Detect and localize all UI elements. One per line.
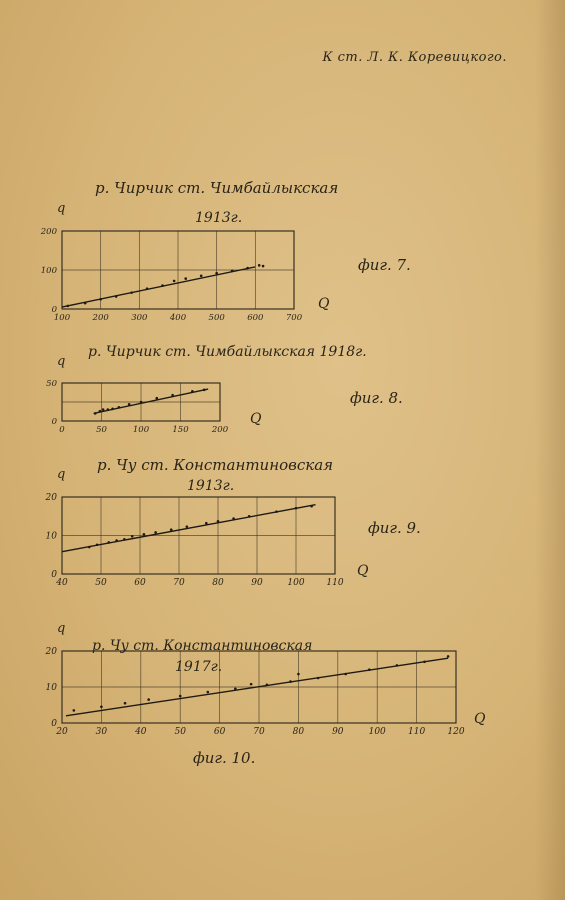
chart4-data-point — [100, 706, 103, 709]
chart2-data-point — [118, 406, 121, 409]
chart1-data-point — [161, 284, 164, 287]
chart3-ytick-label: 10 — [45, 531, 57, 542]
chart4-xtick-label: 110 — [408, 727, 426, 737]
chart2-fit-line — [94, 389, 209, 413]
chart2-data-point — [94, 412, 97, 415]
chart2-data-point — [171, 394, 174, 397]
chart1-data-point — [99, 298, 102, 301]
chart3-data-point — [123, 538, 126, 541]
chart1-data-point — [215, 272, 218, 275]
chart4-xtick-label: 30 — [95, 727, 108, 737]
chart2-data-point — [191, 390, 194, 393]
chart2-ytick-label: 0 — [51, 417, 57, 427]
chart3-data-point — [217, 520, 220, 523]
chart2-ytick-label: 50 — [46, 379, 57, 389]
chart3-data-point — [275, 510, 278, 513]
chart3-data-point — [131, 535, 134, 538]
chart1-data-point — [262, 265, 265, 268]
chart3-ytick-label: 20 — [45, 493, 57, 503]
chart4-xtick-label: 50 — [174, 727, 186, 737]
chart4-data-point — [234, 688, 237, 691]
chart2-data-point — [128, 403, 131, 406]
chart1-fig-label: фиг. 7. — [358, 256, 411, 274]
chart3-data-point — [108, 541, 111, 544]
chart2-xtick-label: 200 — [211, 425, 229, 435]
chart4-data-point — [250, 683, 253, 686]
chart4-data-point — [179, 695, 182, 698]
chart4-data-point — [396, 664, 399, 667]
chart1-subtitle: 1913г. — [195, 210, 243, 226]
chart1-xtick-label: 600 — [247, 313, 264, 323]
chart2-data-point — [203, 389, 206, 392]
chart1-xlabel: Q — [318, 296, 330, 312]
chart3-data-point — [205, 522, 208, 525]
chart1-ytick-label: 100 — [40, 266, 57, 276]
chart2-xtick-label: 150 — [172, 425, 189, 435]
chart1-data-point — [246, 267, 249, 270]
chart2-xlabel: Q — [250, 411, 262, 427]
chart1-data-point — [200, 275, 203, 278]
chart1-xtick-label: 200 — [92, 313, 109, 323]
chart4-data-point — [73, 709, 76, 712]
chart4-data-point — [317, 677, 320, 680]
chart1-xtick-label: 700 — [285, 313, 303, 323]
header-note: К ст. Л. К. Коревицкого. — [322, 50, 507, 65]
chart1-xtick-label: 400 — [169, 313, 187, 323]
chart1-ytick-label: 0 — [51, 305, 57, 315]
chart1-data-point — [130, 291, 133, 294]
chart2-xtick-label: 0 — [59, 425, 65, 435]
chart4-data-point — [266, 684, 269, 687]
chart3-data-point — [154, 531, 157, 534]
chart1-data-point — [67, 305, 70, 308]
chart3-fig-label: фиг. 9. — [368, 519, 421, 537]
chart2-title: р. Чирчик ст. Чимбайлыкская 1918г. — [88, 344, 367, 360]
chart4-data-point — [147, 698, 150, 701]
chart4-xtick-label: 120 — [447, 727, 465, 737]
chart2-data-point — [140, 401, 143, 404]
chart3-xtick-label: 50 — [95, 578, 107, 588]
chart1-xtick-label: 100 — [53, 313, 71, 323]
chart4-xtick-label: 40 — [135, 727, 147, 737]
chart1-xtick-label: 500 — [208, 313, 225, 323]
chart4-data-point — [124, 702, 127, 705]
chart2-data-point — [156, 397, 159, 400]
chart4-xtick-label: 100 — [368, 727, 386, 737]
chart3-data-point — [248, 515, 251, 518]
chart3-data-point — [115, 539, 118, 542]
chart1-data-point — [231, 269, 234, 272]
chart1-title: р. Чирчик ст. Чимбайлыкская — [95, 179, 339, 197]
chart3-xlabel: Q — [357, 563, 369, 579]
chart4-ytick-label: 20 — [45, 647, 57, 657]
chart3-ylabel: q — [57, 467, 66, 482]
chart3-data-point — [186, 525, 189, 528]
chart3-xtick-label: 80 — [212, 578, 224, 588]
chart1-data-point — [258, 264, 261, 267]
chart3-title: р. Чу ст. Константиновская — [97, 456, 334, 474]
chart4-xtick-label: 80 — [292, 727, 305, 737]
chart3-xtick-label: 90 — [251, 578, 263, 588]
chart3-xtick-label: 70 — [173, 578, 185, 588]
chart1-ylabel: q — [57, 201, 66, 216]
chart4-data-point — [206, 691, 209, 694]
chart1-data-point — [146, 287, 149, 290]
chart4-data-point — [297, 673, 300, 676]
chart3-data-point — [143, 533, 146, 536]
chart4-xtick-label: 60 — [213, 727, 226, 737]
chart4-data-point — [289, 680, 292, 683]
chart1-data-point — [184, 277, 187, 280]
chart3-data-point — [170, 528, 173, 531]
chart3-xtick-label: 110 — [326, 578, 344, 588]
chart1-data-point — [173, 280, 176, 283]
chart4-xtick-label: 70 — [253, 727, 265, 737]
chart3-data-point — [295, 507, 298, 510]
chart4-data-point — [423, 661, 426, 664]
chart3-xtick-label: 100 — [287, 578, 305, 588]
chart1-fit-line — [62, 267, 255, 307]
chart1-xtick-label: 300 — [131, 313, 148, 323]
chart4-data-point — [344, 673, 347, 676]
chart2-data-point — [111, 408, 114, 411]
chart2-data-point — [99, 410, 102, 413]
chart3-data-point — [88, 546, 91, 549]
chart4-fig-label: фиг. 10. — [193, 749, 256, 767]
chart3-data-point — [96, 543, 99, 546]
chart4-data-point — [368, 668, 371, 671]
chart2-fig-label: фиг. 8. — [350, 389, 403, 407]
chart4-xlabel: Q — [474, 711, 486, 727]
chart1-data-point — [84, 302, 87, 305]
chart2-ylabel: q — [57, 354, 66, 369]
chart3-ytick-label: 0 — [51, 570, 57, 580]
chart4-ytick-label: 10 — [45, 683, 57, 693]
chart2-data-point — [102, 408, 105, 411]
chart4-ytick-label: 0 — [51, 719, 57, 729]
chart4-xtick-label: 90 — [332, 727, 344, 737]
chart2-xtick-label: 50 — [96, 425, 107, 435]
chart3-data-point — [310, 505, 313, 508]
chart4-subtitle: 1917г. — [175, 659, 223, 675]
chart1-ytick-label: 200 — [40, 227, 57, 237]
chart4-title: р. Чу ст. Константиновская — [92, 638, 313, 654]
chart2-xtick-label: 100 — [132, 425, 150, 435]
chart4-xtick-label: 20 — [56, 727, 68, 737]
chart3-data-point — [232, 517, 235, 520]
chart1-data-point — [115, 295, 118, 298]
chart3-xtick-label: 60 — [134, 578, 146, 588]
chart4-data-point — [447, 655, 450, 658]
chart2-data-point — [107, 408, 110, 411]
chart4-ylabel: q — [57, 621, 66, 636]
chart3-xtick-label: 40 — [56, 578, 68, 588]
chart3-subtitle: 1913г. — [187, 478, 235, 494]
